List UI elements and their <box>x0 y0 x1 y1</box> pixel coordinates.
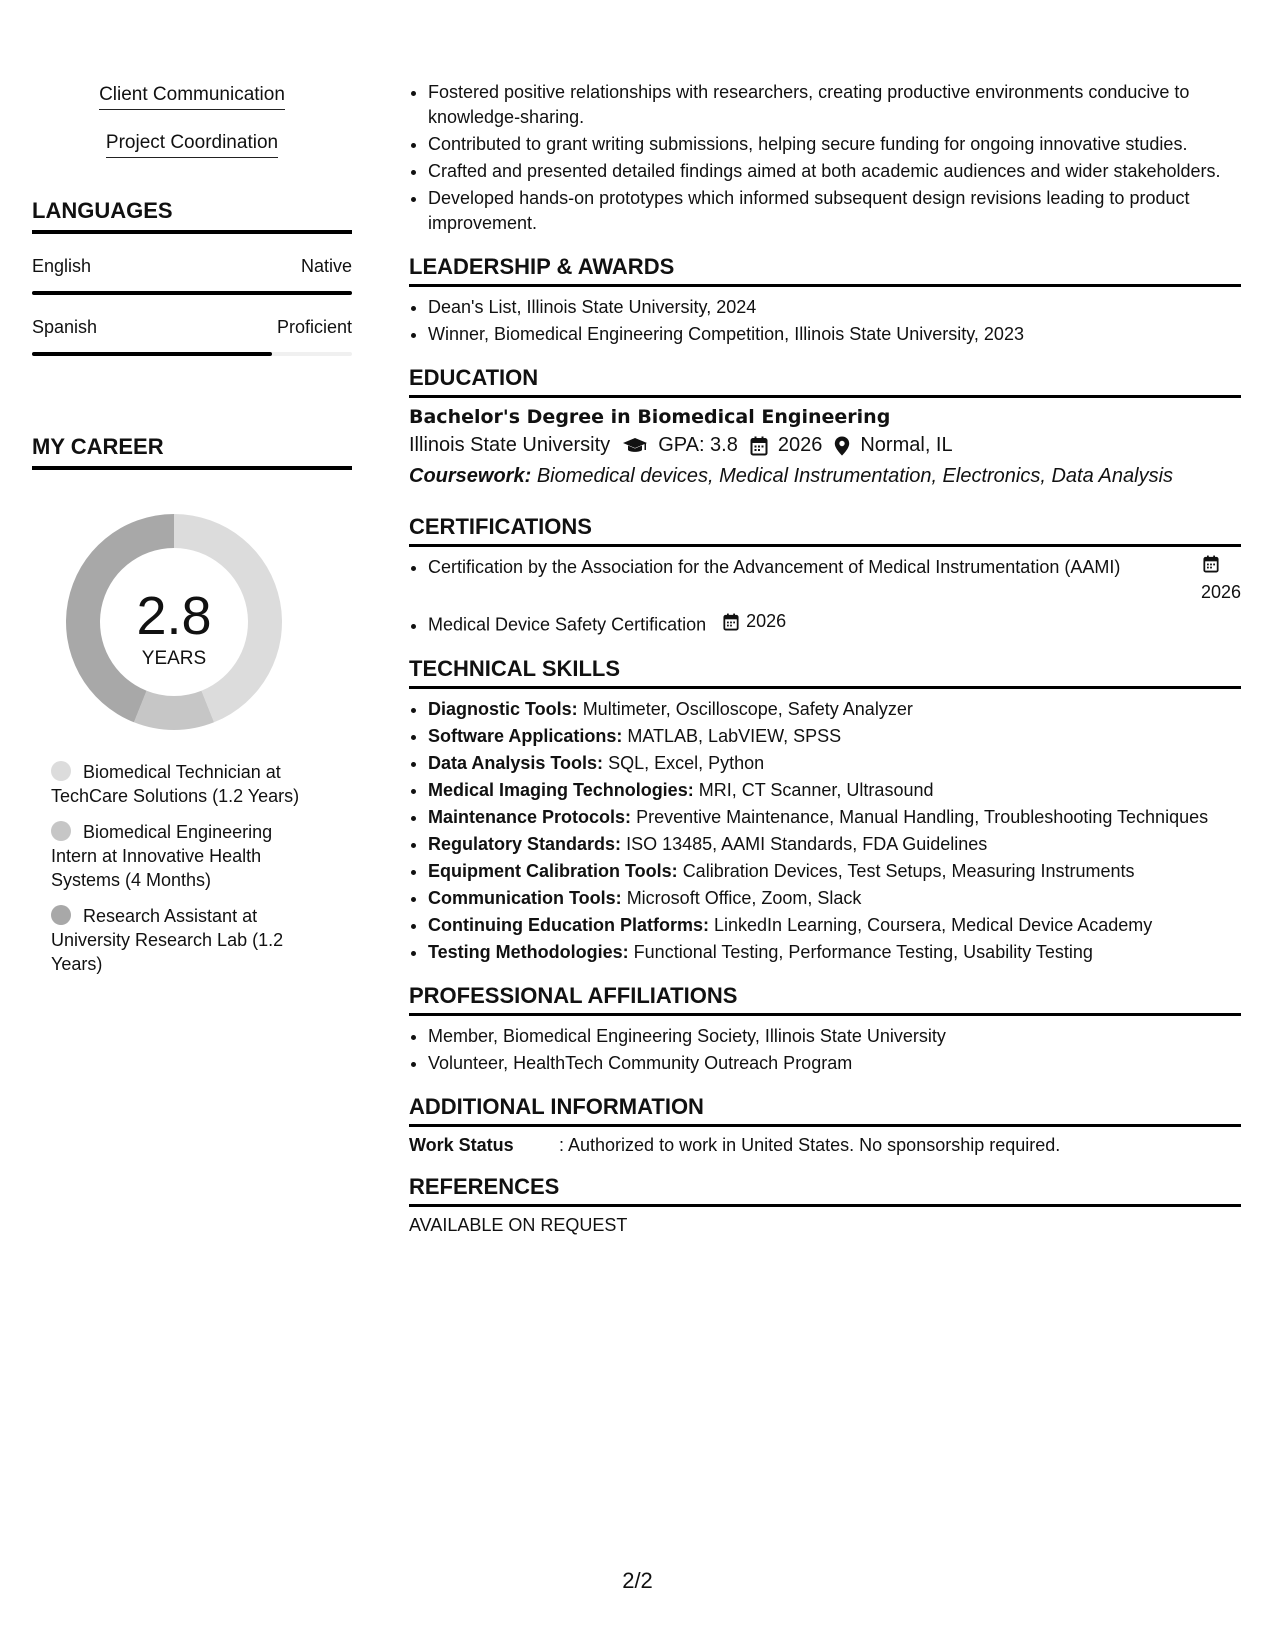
school-name: Illinois State University <box>409 434 611 456</box>
gpa: GPA: 3.8 <box>658 434 738 456</box>
skill-item <box>428 724 1241 749</box>
graduation-cap-icon <box>622 437 648 455</box>
technical-skills-section <box>409 656 1241 965</box>
career-legend-label: Biomedical Engineering Intern at Innovative Health Systems (4 Months) <box>51 822 273 890</box>
skill-item <box>428 913 1241 938</box>
career-donut-chart <box>64 512 284 732</box>
skill-item <box>428 805 1241 830</box>
coursework <box>409 465 1241 488</box>
language-item <box>32 256 352 295</box>
language-proficiency-bar <box>32 352 352 356</box>
language-level: Native <box>300 256 352 276</box>
language-name: Spanish <box>32 317 98 337</box>
skill-tags <box>32 84 352 180</box>
skill-label: Regulatory Standards: <box>428 833 622 854</box>
skill-label: Equipment Calibration Tools: <box>428 860 678 881</box>
skill-label: Diagnostic Tools: <box>428 698 578 719</box>
language-proficiency-fill <box>32 352 272 356</box>
skill-label: Medical Imaging Technologies: <box>428 779 694 800</box>
education-details <box>409 434 1241 457</box>
experience-bullet: • Crafted and presented detailed findings aimed at both academic audiences and wider stakeholders. <box>428 159 1241 184</box>
calendar-icon <box>750 436 768 456</box>
school-location: Normal, IL <box>860 434 953 456</box>
languages-heading: LANGUAGES <box>32 198 352 234</box>
affiliation-item: • Member, Biomedical Engineering Society, Illinois State University <box>428 1024 1241 1049</box>
career-legend <box>32 760 352 976</box>
skill-item <box>428 859 1241 884</box>
section-title: EDUCATION <box>409 365 1241 398</box>
experience-bullets <box>409 80 1241 236</box>
skill-label: Maintenance Protocols: <box>428 806 632 827</box>
skill-item <box>428 778 1241 803</box>
certifications-section <box>409 514 1241 638</box>
skill-item <box>428 832 1241 857</box>
certification-year: 2026 <box>1200 582 1241 602</box>
page-number: 2/2 <box>622 1568 653 1593</box>
experience-bullet: • Developed hands-on prototypes which informed subsequent design revisions leading to product improvement. <box>428 186 1241 236</box>
experience-bullet: • Fostered positive relationships with researchers, creating productive environments conducive to knowledge-sharing. <box>428 80 1241 130</box>
section-title: CERTIFICATIONS <box>409 514 1241 547</box>
language-level: Proficient <box>276 317 352 337</box>
skill-tag: Project Coordination <box>106 132 278 158</box>
career-legend-item <box>51 760 321 808</box>
skill-label: Data Analysis Tools: <box>428 752 604 773</box>
certification-name: • Certification by the Association for the Advancement of Medical Instrumentation (AAMI) <box>428 557 1121 577</box>
leadership-section <box>409 254 1241 347</box>
certification-item <box>428 609 1241 638</box>
career-total-unit: YEARS <box>141 648 207 669</box>
skill-item <box>428 940 1241 965</box>
section-title: TECHNICAL SKILLS <box>409 656 1241 689</box>
section-title: ADDITIONAL INFORMATION <box>409 1094 1241 1127</box>
skill-tag: Client Communication <box>99 84 285 110</box>
skill-value: Calibration Devices, Test Setups, Measuring Instruments <box>682 860 1135 881</box>
skill-item <box>428 751 1241 776</box>
skill-value: MRI, CT Scanner, Ultrasound <box>698 779 934 800</box>
map-pin-icon <box>834 436 850 456</box>
skill-item <box>428 697 1241 722</box>
legend-swatch <box>51 821 71 841</box>
languages-section <box>32 198 352 356</box>
skill-item <box>428 886 1241 911</box>
language-name: English <box>32 256 92 276</box>
references-text: AVAILABLE ON REQUEST <box>409 1214 628 1235</box>
graduation-year: 2026 <box>777 434 823 456</box>
section-title: REFERENCES <box>409 1174 1241 1207</box>
skill-label: Testing Methodologies: <box>428 941 629 962</box>
career-legend-item <box>51 904 321 976</box>
language-proficiency-bar <box>32 291 352 295</box>
affiliations-section <box>409 983 1241 1076</box>
skill-value: ISO 13485, AAMI Standards, FDA Guidelines <box>626 833 988 854</box>
certification-name: Medical Device Safety Certification <box>428 614 707 635</box>
skill-label: Software Applications: <box>428 725 623 746</box>
legend-swatch <box>51 905 71 925</box>
skill-value: SQL, Excel, Python <box>608 752 765 773</box>
left-column <box>32 84 352 988</box>
degree-title: Bachelor's Degree in Biomedical Engineering <box>409 406 891 428</box>
coursework-list: Biomedical devices, Medical Instrumentation, Electronics, Data Analysis <box>536 465 1174 487</box>
skill-value: Preventive Maintenance, Manual Handling, Troubleshooting Techniques <box>636 806 1209 827</box>
career-section <box>32 434 352 976</box>
references-section <box>409 1174 1241 1236</box>
experience-bullet: • Contributed to grant writing submissions, helping secure funding for ongoing innovative studies. <box>428 132 1241 157</box>
career-total-value: 2.8 <box>136 586 212 646</box>
skill-value: LinkedIn Learning, Coursera, Medical Device Academy <box>714 914 1153 935</box>
skill-label: Continuing Education Platforms: <box>428 914 709 935</box>
language-proficiency-fill <box>32 291 352 295</box>
work-status-label: Work Status <box>409 1134 514 1155</box>
career-legend-label: Biomedical Technician at TechCare Solutions (1.2 Years) <box>51 762 300 806</box>
calendar-icon <box>723 613 743 631</box>
work-status <box>409 1135 1241 1156</box>
skill-label: Communication Tools: <box>428 887 622 908</box>
affiliation-item: • Volunteer, HealthTech Community Outreach Program <box>428 1051 1241 1076</box>
career-donut-slice <box>134 691 214 730</box>
career-legend-label: Research Assistant at University Research Lab (1.2 Years) <box>51 906 284 974</box>
skill-value: Microsoft Office, Zoom, Slack <box>626 887 862 908</box>
work-status-value: : Authorized to work in United States. No sponsorship required. <box>559 1134 1061 1155</box>
right-column <box>409 80 1241 1236</box>
education-section <box>409 365 1241 488</box>
calendar-icon <box>1203 555 1219 580</box>
award-item: • Winner, Biomedical Engineering Competition, Illinois State University, 2023 <box>428 322 1241 347</box>
coursework-label: Coursework: <box>409 465 532 487</box>
certification-year: 2026 <box>746 611 787 631</box>
skill-value: MATLAB, LabVIEW, SPSS <box>627 725 842 746</box>
legend-swatch <box>51 761 71 781</box>
section-title: PROFESSIONAL AFFILIATIONS <box>409 983 1241 1016</box>
career-legend-item <box>51 820 321 892</box>
skill-value: Multimeter, Oscilloscope, Safety Analyzer <box>582 698 913 719</box>
additional-info-section <box>409 1094 1241 1156</box>
award-item: • Dean's List, Illinois State University, 2024 <box>428 295 1241 320</box>
certification-item <box>428 555 1241 605</box>
skill-value: Functional Testing, Performance Testing, Usability Testing <box>633 941 1093 962</box>
language-item <box>32 317 352 356</box>
section-title: LEADERSHIP & AWARDS <box>409 254 1241 287</box>
career-heading: MY CAREER <box>32 434 352 470</box>
